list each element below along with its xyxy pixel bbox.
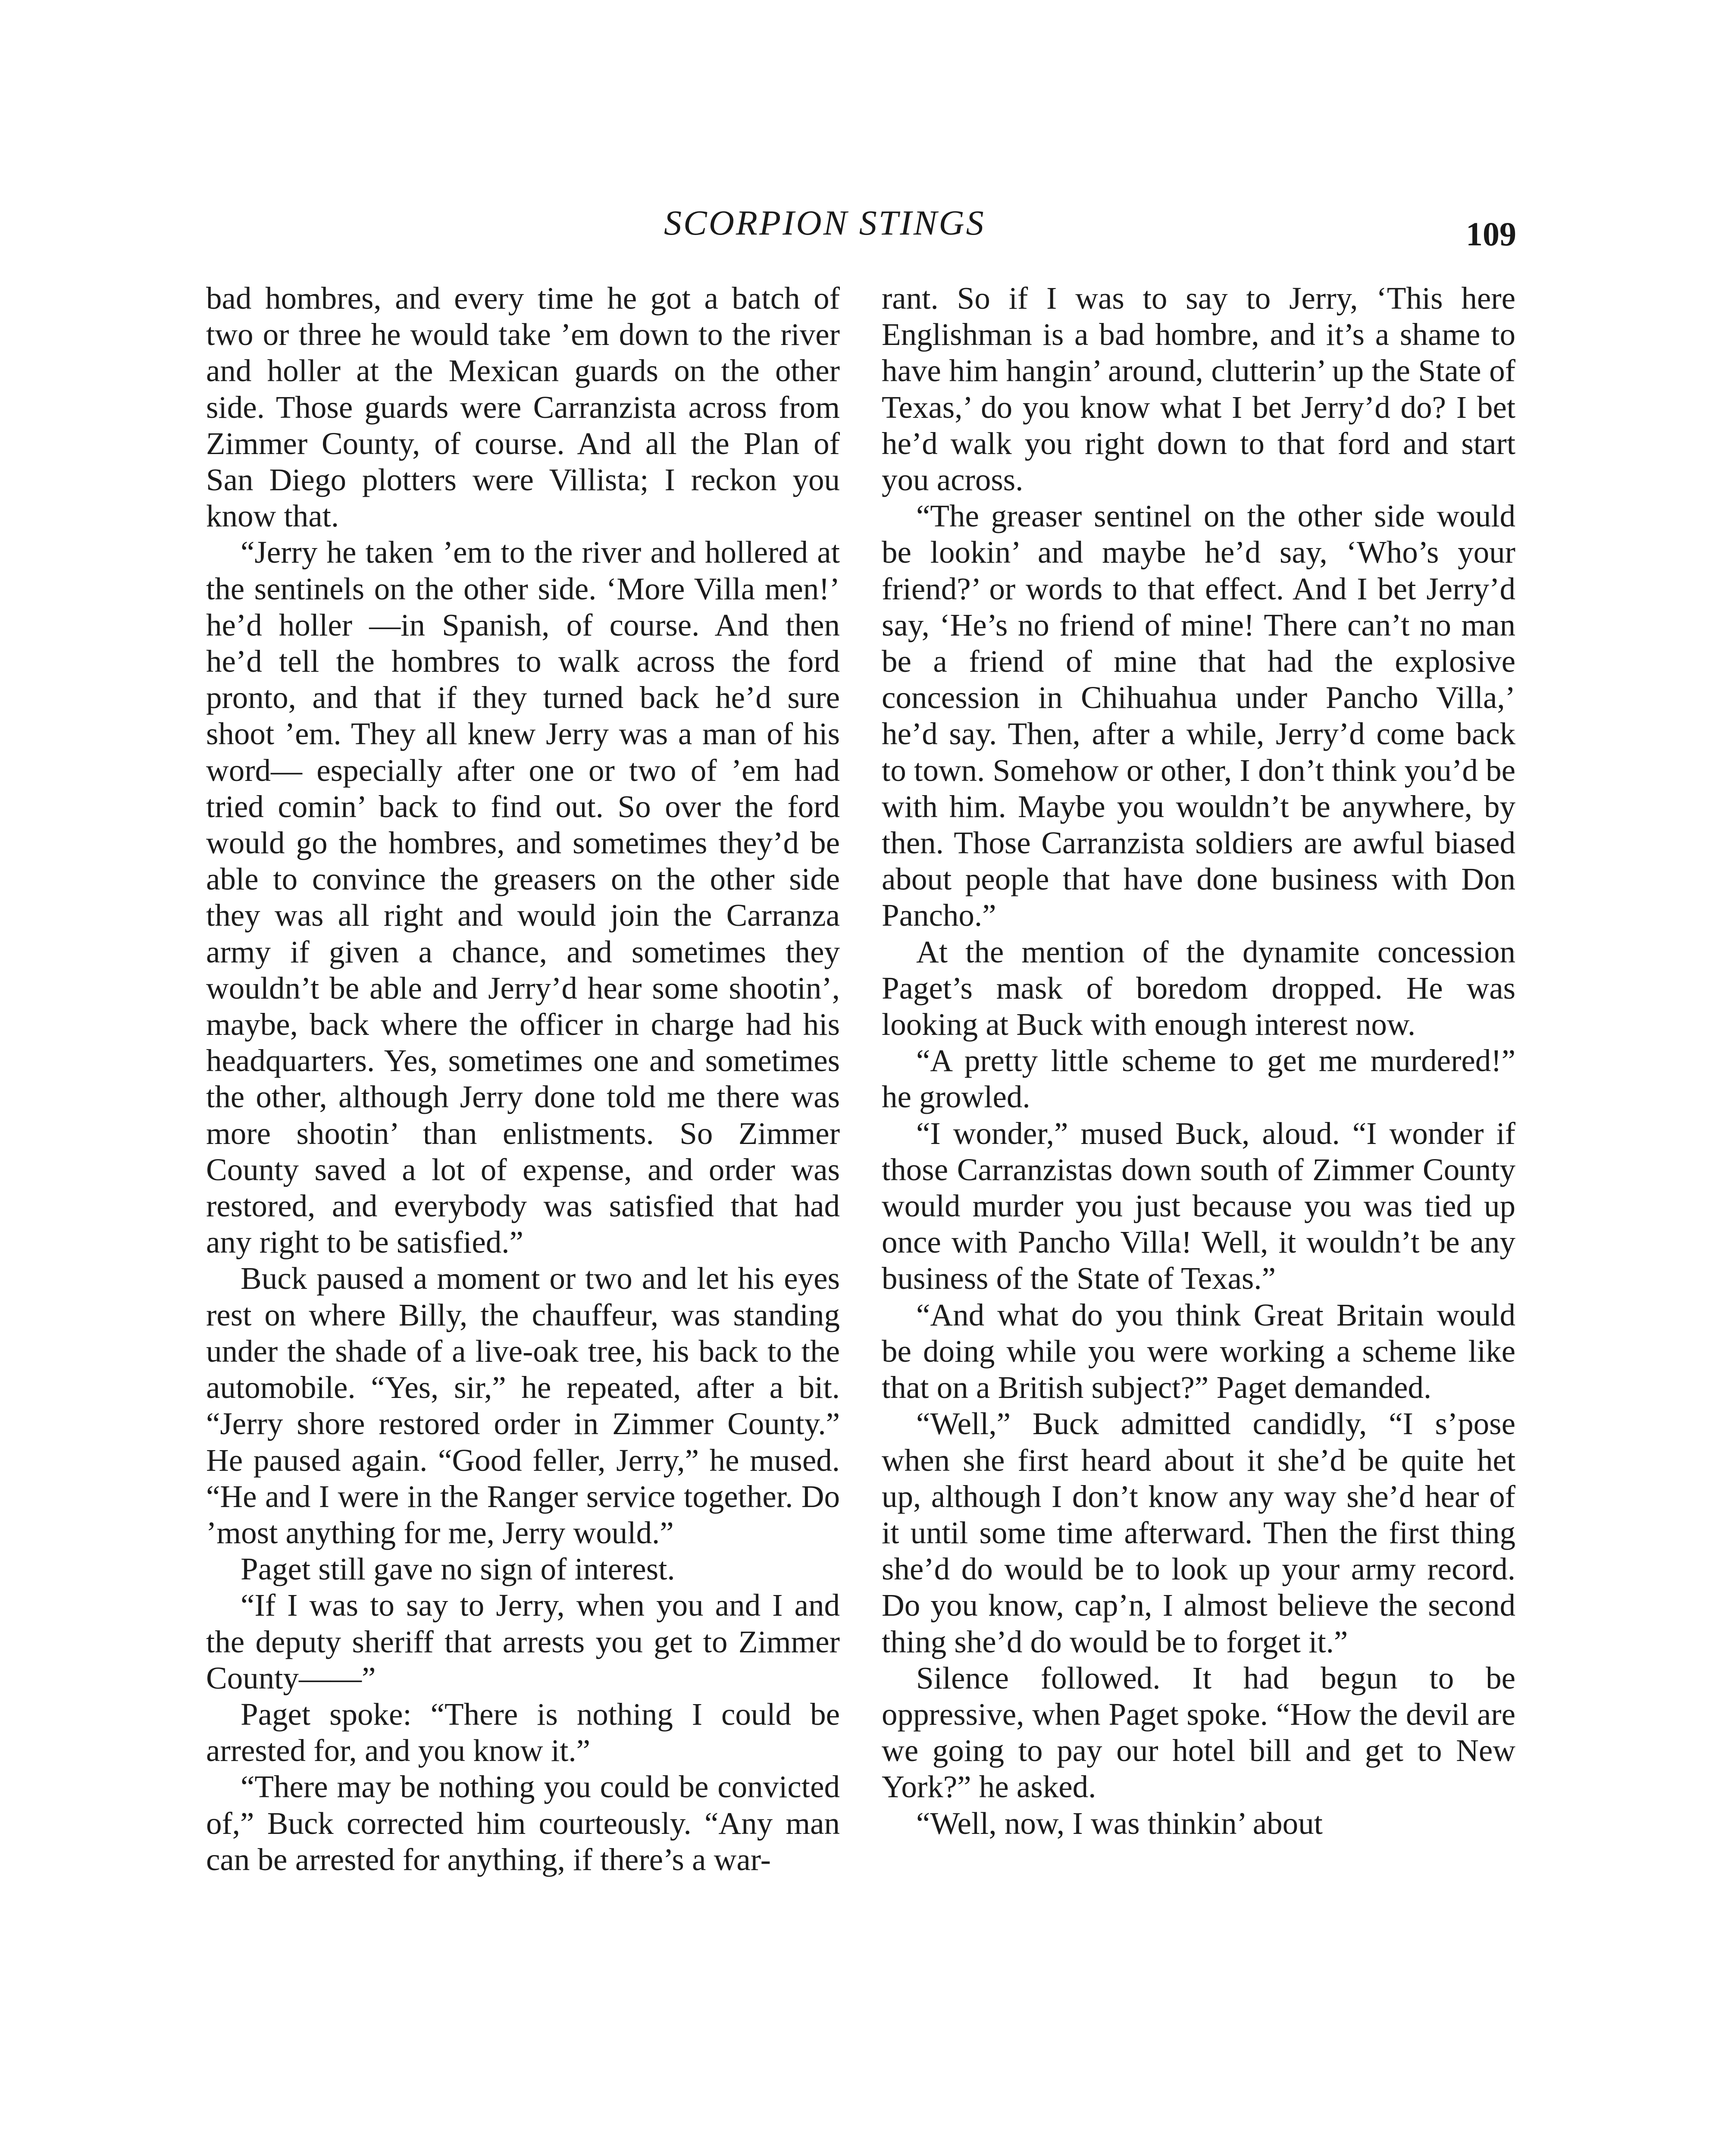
paragraph: “Well,” Buck admitted candidly, “I s’pose when she first heard about it she’d be quite het up, although I don’t know any way she’d hear of it until some time afterward. Then the first thing she’d do would be to look up your army record. Do you know, cap’n, I almost believe the second thing she’d do would be to forget it.” <box>882 1406 1515 1659</box>
paragraph: “A pretty little scheme to get me murdered!” he growled. <box>882 1043 1515 1115</box>
paragraph: rant. So if I was to say to Jerry, ‘This here Englishman is a bad hombre, and it’s a shame to have him hangin’ around, clutterin’ up the State of Texas,’ do you know what I bet Jerry’d do? I bet he’d walk you right down to that ford and start you across. <box>882 281 1515 498</box>
running-head-title: SCORPION STINGS <box>664 203 986 242</box>
right-text-column <box>882 280 1515 1842</box>
paragraph: At the mention of the dynamite concession Paget’s mask of boredom dropped. He was looking at Buck with enough interest now. <box>882 934 1515 1042</box>
paragraph: “If I was to say to Jerry, when you and I and the deputy sheriff that arrests you get to Zimmer County——” <box>206 1588 840 1695</box>
paragraph: Buck paused a moment or two and let his eyes rest on where Billy, the chauffeur, was standing under the shade of a live-oak tree, his back to the automobile. “Yes, sir,” he repeated, after a bit. “Jerry shore restored order in Zimmer County.” He paused again. “Good feller, Jerry,” he mused. “He and I were in the Ranger service together. Do ’most anything for me, Jerry would.” <box>206 1261 840 1550</box>
paragraph: “The greaser sentinel on the other side would be lookin’ and maybe he’d say, ‘Who’s your friend?’ or words to that effect. And I bet Jerry’d say, ‘He’s no friend of mine! There can’t no man be a friend of mine that had the explosive concession in Chihuahua under Pancho Villa,’ he’d say. Then, after a while, Jerry’d come back to town. Somehow or other, I don’t think you’d be with him. Maybe you wouldn’t be anywhere, by then. Those Carranzista soldiers are awful biased about people that have done business with Don Pancho.” <box>882 498 1515 933</box>
paragraph: Paget spoke: “There is nothing I could be arrested for, and you know it.” <box>206 1696 840 1768</box>
page-number: 109 <box>1466 215 1516 253</box>
paragraph: “There may be nothing you could be convicted of,” Buck corrected him courteously. “Any man can be arrested for anything, if there’s a war- <box>206 1769 840 1877</box>
paragraph: “Well, now, I was thinkin’ about <box>916 1805 1323 1841</box>
paragraph: “Jerry he taken ’em to the river and hollered at the sentinels on the other side. ‘More Villa men!’ he’d holler —in Spanish, of course. And then he’d tell the hombres to walk across the ford pronto, and that if they turned back he’d sure shoot ’em. They all knew Jerry was a man of his word— especially after one or two of ’em had tried comin’ back to find out. So over the ford would go the hombres, and sometimes they’d be able to convince the greasers on the other side they was all right and would join the Carranza army if given a chance, and sometimes they wouldn’t be able and Jerry’d hear some shootin’, maybe, back where the officer in charge had his headquarters. Yes, sometimes one and sometimes the other, although Jerry done told me there was more shootin’ than enlistments. So Zimmer County saved a lot of expense, and order was restored, and everybody was satisfied that had any right to be satisfied.” <box>206 535 840 1260</box>
paragraph: “I wonder,” mused Buck, aloud. “I wonder if those Carranzistas down south of Zimmer County would murder you just because you was tied up once with Pancho Villa! Well, it wouldn’t be any business of the State of Texas.” <box>882 1116 1515 1296</box>
paragraph: “And what do you think Great Britain would be doing while you were working a scheme like that on a British subject?” Paget demanded. <box>882 1297 1515 1405</box>
paragraph: Paget still gave no sign of interest. <box>241 1551 675 1587</box>
paragraph: bad hombres, and every time he got a batch of two or three he would take ’em down to the river and holler at the Mexican guards on the other side. Those guards were Carranzista across from Zimmer County, of course. And all the Plan of San Diego plotters were Villista; I reckon you know that. <box>206 281 840 534</box>
paragraph: Silence followed. It had begun to be oppressive, when Paget spoke. “How the devil are we going to pay our hotel bill and get to New York?” he asked. <box>882 1660 1515 1805</box>
left-text-column <box>206 280 840 1878</box>
